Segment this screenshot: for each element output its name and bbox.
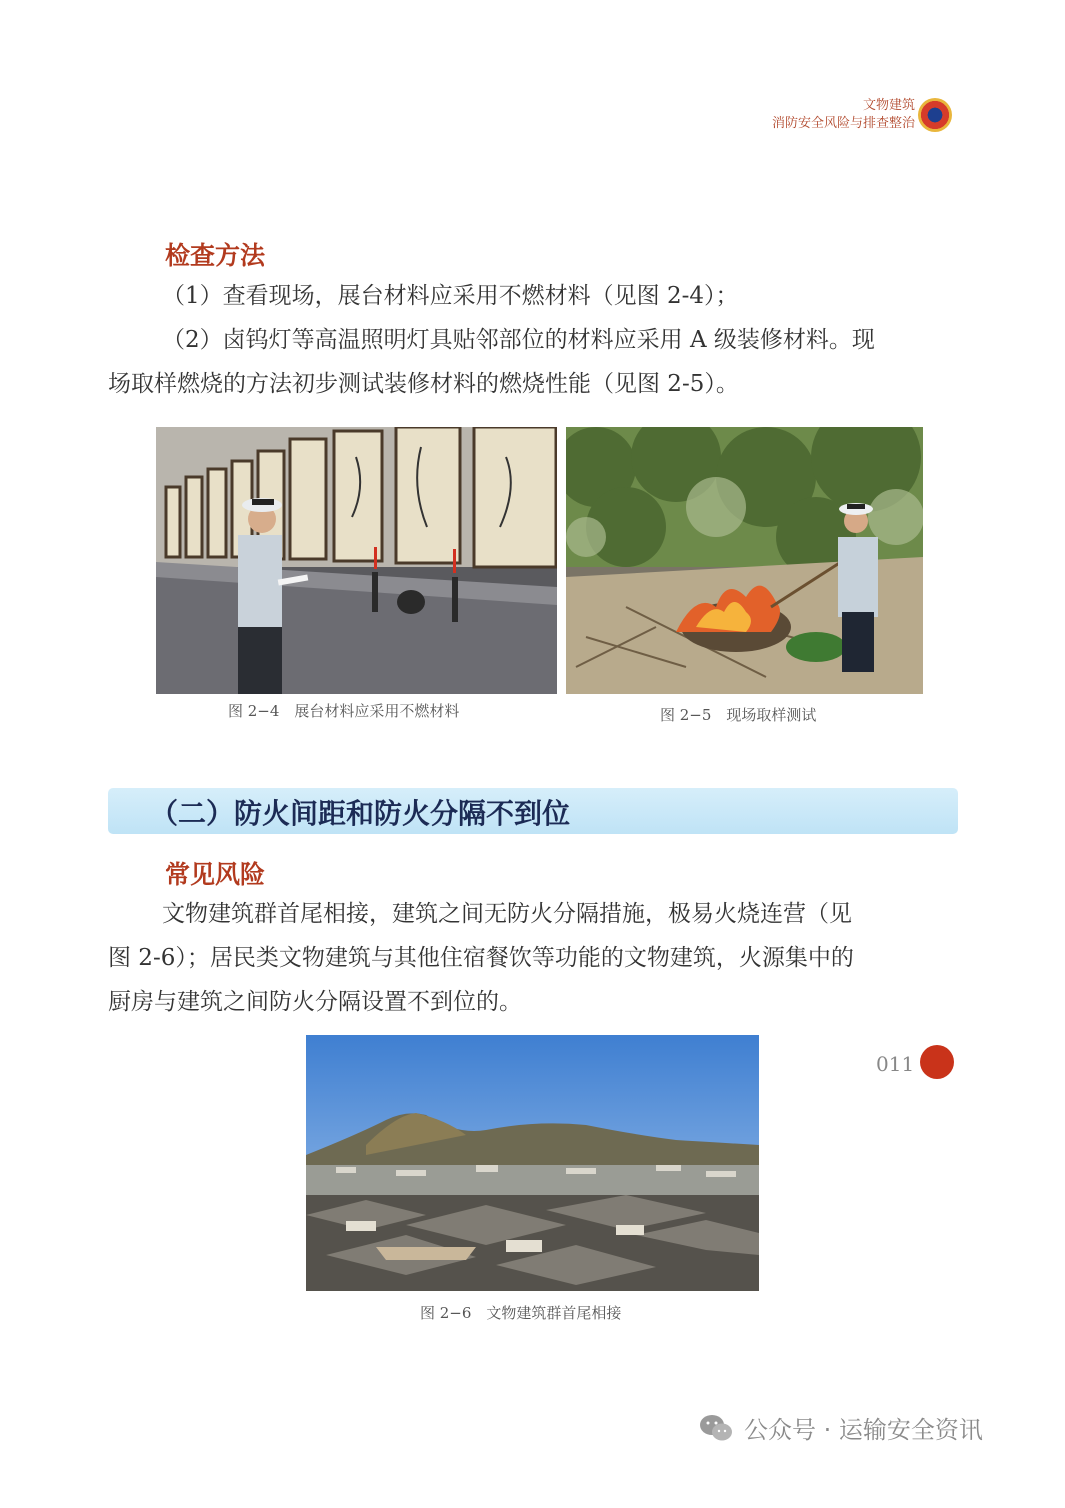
header-title-line2: 消防安全风险与排查整治 (771, 116, 915, 131)
header-title-line1: 文物建筑 (862, 98, 915, 113)
check-item-2-line1: （2）卤钨灯等高温照明灯具贴邻部位的材料应采用 A 级装修材料。现 (162, 327, 875, 353)
watermark (698, 1410, 983, 1445)
page-dot-icon (920, 1045, 954, 1079)
risk-text-line2: 图 2-6）；居民类文物建筑与其他住宿餐饮等功能的文物建筑，火源集中的 (108, 945, 854, 971)
check-item-2-line2: 场取样燃烧的方法初步测试装修材料的燃烧性能（见图 2-5）。 (108, 371, 739, 397)
figure-2-6-caption: 图 2−6 文物建筑群首尾相接 (420, 1304, 622, 1322)
watermark-text: 公众号 · 运输安全资讯 (744, 1416, 983, 1444)
risk-text-line3: 厨房与建筑之间防火分隔设置不到位的。 (108, 989, 522, 1015)
check-method-heading: 检查方法 (165, 241, 266, 270)
figure-2-4-caption: 图 2−4 展台材料应采用不燃材料 (228, 702, 460, 720)
wechat-icon (698, 1413, 734, 1443)
page-number: 011 (876, 1052, 915, 1076)
figure-2-5-photo (566, 427, 923, 694)
section-title: （二）防火间距和防火分隔不到位 (150, 797, 571, 830)
figure-2-4-photo (156, 427, 557, 694)
fire-emblem-icon (918, 98, 952, 132)
figure-2-5-caption: 图 2−5 现场取样测试 (660, 706, 817, 724)
figure-2-6-photo (306, 1035, 759, 1291)
common-risk-heading: 常见风险 (165, 860, 266, 889)
check-item-1: （1）查看现场，展台材料应采用不燃材料（见图 2-4）； (162, 283, 739, 309)
risk-text-line1: 文物建筑群首尾相接，建筑之间无防火分隔措施，极易火烧连营（见 (162, 901, 852, 927)
